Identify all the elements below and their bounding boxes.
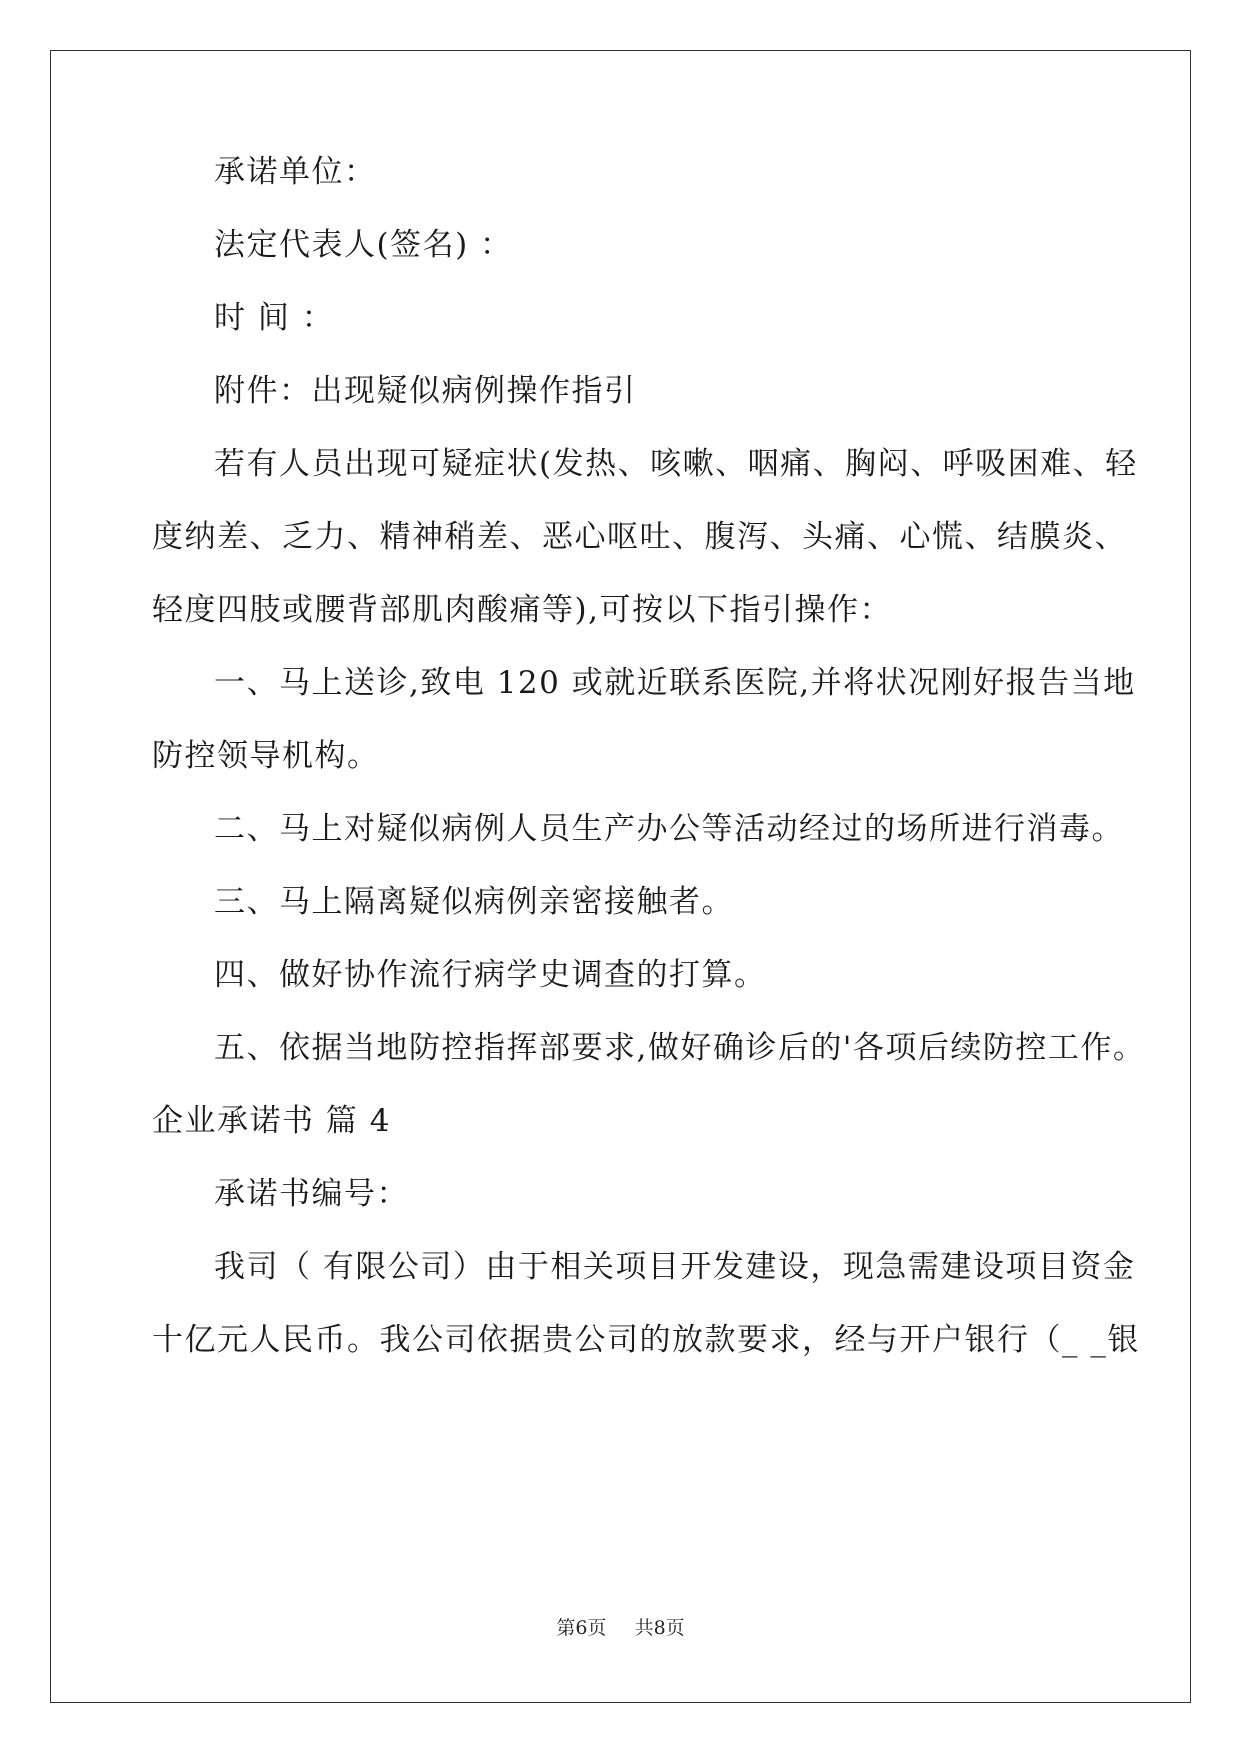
text-line: 十亿元人民币。我公司依据贵公司的放款要求，经与开户银行（_ _银: [152, 1322, 1140, 1358]
page-number: 第6页: [556, 1617, 607, 1639]
text-line: 承诺书编号：: [214, 1176, 409, 1212]
text-line: 二、马上对疑似病例人员生产办公等活动经过的场所进行消毒。: [214, 811, 1124, 847]
text-line: 我司（ 有限公司）由于相关项目开发建设，现急需建设项目资金: [214, 1249, 1136, 1285]
text-line: 承诺单位：: [214, 154, 377, 190]
text-line: 时 间 ：: [214, 300, 335, 336]
text-line: 五、依据当地防控指挥部要求,做好确诊后的'各项后续防控工作。: [214, 1030, 1146, 1066]
text-line: 度纳差、乏力、精神稍差、恶心呕吐、腹泻、头痛、心慌、结膜炎、: [152, 519, 1127, 555]
text-line: 三、马上隔离疑似病例亲密接触者。: [214, 884, 734, 920]
text-line: 若有人员出现可疑症状(发热、咳嗽、咽痛、胸闷、呼吸困难、轻: [214, 446, 1138, 482]
text-line: 轻度四肢或腰背部肌肉酸痛等),可按以下指引操作：: [152, 592, 892, 628]
text-line: 四、做好协作流行病学史调查的打算。: [214, 957, 767, 993]
text-line: 防控领导机构。: [152, 738, 380, 774]
text-line: 法定代表人(签名) ：: [214, 227, 513, 263]
text-line: 附件：出现疑似病例操作指引: [214, 373, 637, 409]
page-total: 共8页: [634, 1617, 685, 1639]
page-footer: [0, 1616, 1241, 1640]
text-line: 一、马上送诊,致电 120 或就近联系医院,并将状况刚好报告当地: [214, 665, 1136, 701]
section-heading: 企业承诺书 篇 4: [152, 1103, 391, 1139]
